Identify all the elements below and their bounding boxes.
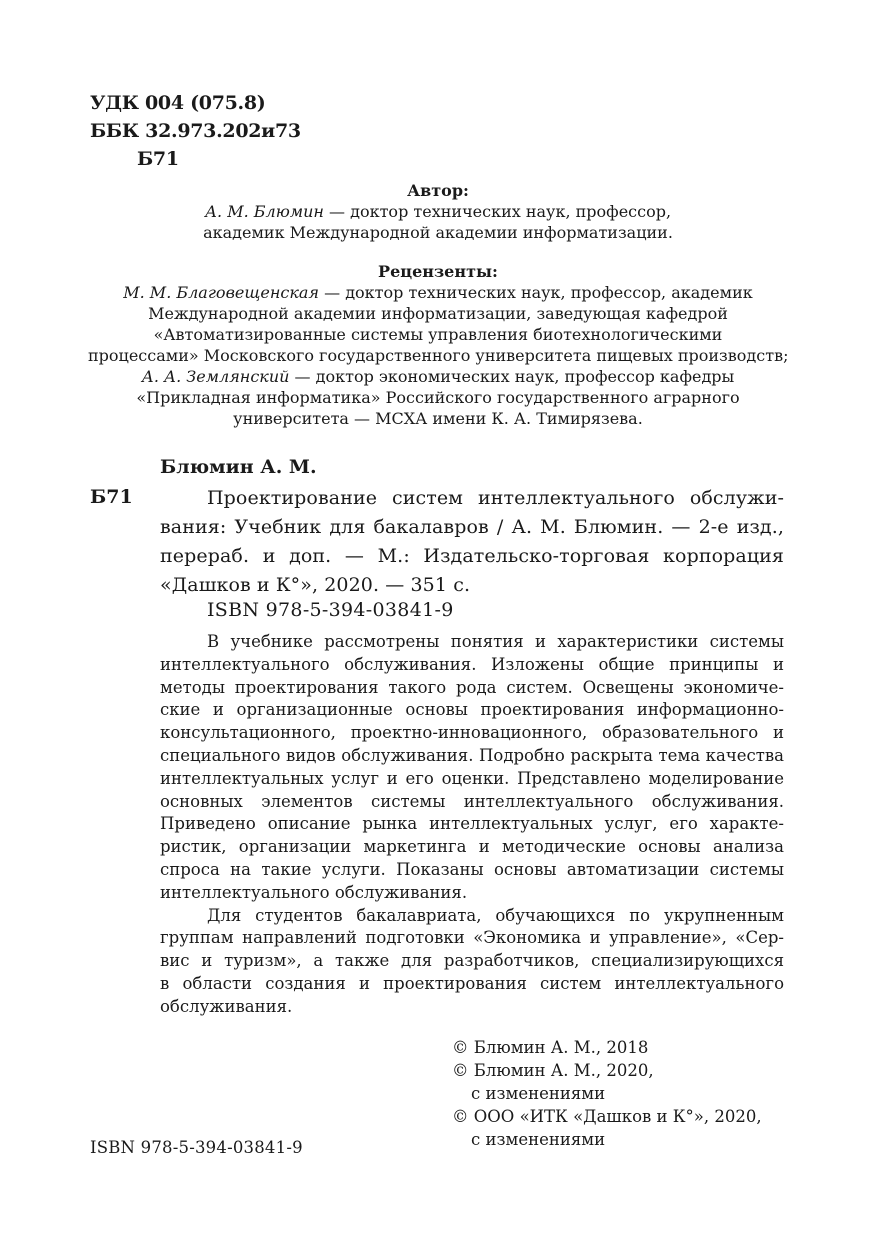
reviewer-2-name: А. А. Землянский — [141, 367, 290, 386]
abstract-line: методы проектирования такого рода систем. Освещены экономиче- — [160, 677, 784, 697]
abstract — [160, 631, 784, 1019]
copyright-line: © Блюмин А. М., 2018 — [452, 1038, 649, 1057]
copyright-block — [452, 1036, 762, 1151]
author-line-2: академик Международной академии информатизации. — [203, 223, 673, 242]
abstract-line: обслуживания. — [160, 996, 293, 1016]
reviewer-2-line-2: «Прикладная информатика» Российского государственного аграрного — [136, 388, 740, 407]
abstract-line: интеллектуальных услуг и его оценки. Представлено моделирование — [160, 768, 784, 788]
book-description — [160, 484, 784, 600]
abstract-line: консультационного, проектно-инновационного, образовательного и — [160, 723, 784, 743]
reviewer-1-line-1-rest: — доктор технических наук, профессор, академик — [319, 283, 753, 302]
abstract-line: ристик, организации маркетинга и методические основы анализа — [160, 837, 784, 857]
author-section — [88, 180, 788, 243]
abstract-line: вис и туризм», а также для разработчиков, специализирующихся — [160, 951, 784, 971]
abstract-line: В учебнике рассмотрены понятия и характеристики системы — [207, 632, 784, 651]
description-line: «Дашков и К°», 2020. — 351 с. — [160, 574, 471, 596]
description-line: вания: Учебник для бакалавров / А. М. Блюмин. — 2-е изд., — [160, 516, 784, 538]
udk-code: УДК 004 (075.8) — [90, 92, 266, 114]
description-line: Проектирование систем интеллектуального обслужи- — [207, 487, 784, 509]
copyright-line: © Блюмин А. М., 2020, — [452, 1061, 654, 1080]
reviewer-2-line-3: университета — МСХА имени К. А. Тимирязева. — [233, 409, 643, 428]
reviewer-1-line-2: Международной академии информатизации, заведующая кафедрой — [148, 304, 728, 323]
reviewer-1-line-4: процессами» Московского государственного университета пищевых производств; — [88, 346, 789, 365]
abstract-line: интеллектуального обслуживания. — [160, 882, 468, 902]
abstract-line: группам направлений подготовки «Экономика и управление», «Сер- — [160, 928, 784, 948]
abstract-line: специального видов обслуживания. Подробно раскрыта тема качества — [160, 745, 784, 765]
reviewer-1-line-1 — [88, 282, 788, 303]
copyright-line: © ООО «ИТК «Дашков и К°», 2020, — [452, 1107, 762, 1126]
description-line: перераб. и доп. — М.: Издательско-торговая корпорация — [160, 545, 784, 567]
copyright-line: с изменениями — [471, 1084, 606, 1103]
author-line-1 — [88, 201, 788, 222]
reviewer-2-line-1 — [88, 366, 788, 387]
abstract-line: спроса на такие услуги. Показаны основы автоматизации системы — [160, 859, 784, 879]
reviewers-heading: Рецензенты: — [378, 262, 498, 281]
book-isbn: ISBN 978-5-394-03841-9 — [207, 599, 454, 621]
reviewer-2-line-1-rest: — доктор экономических наук, профессор кафедры — [289, 367, 735, 386]
footer-isbn: ISBN 978-5-394-03841-9 — [90, 1138, 303, 1157]
abstract-line: Для студентов бакалавриата, обучающихся по укрупненным — [207, 905, 784, 925]
abstract-line: Приведено описание рынка интеллектуальных услуг, его характе- — [160, 814, 784, 834]
abstract-line: ские и организационные основы проектирования информационно- — [160, 700, 784, 720]
reviewer-1-name: М. М. Благовещенская — [123, 283, 320, 302]
bbk-code: ББК 32.973.202и73 — [90, 120, 301, 142]
entry-author-mark: Б71 — [90, 486, 133, 508]
reviewer-1-line-3: «Автоматизированные системы управления биотехнологическими — [153, 325, 723, 344]
author-heading: Автор: — [407, 181, 469, 200]
copyright-line: с изменениями — [471, 1130, 606, 1149]
author-line-1-rest: — доктор технических наук, профессор, — [323, 202, 672, 221]
abstract-line: интеллектуального обслуживания. Изложены общие принципы и — [160, 654, 784, 674]
entry-author-heading: Блюмин А. М. — [160, 456, 317, 478]
author-name: А. М. Блюмин — [204, 202, 324, 221]
abstract-line: в области создания и проектирования систем интеллектуального — [160, 973, 784, 993]
abstract-line: основных элементов системы интеллектуального обслуживания. — [160, 791, 784, 811]
author-mark-top: Б71 — [137, 148, 179, 170]
reviewers-section — [88, 261, 788, 429]
